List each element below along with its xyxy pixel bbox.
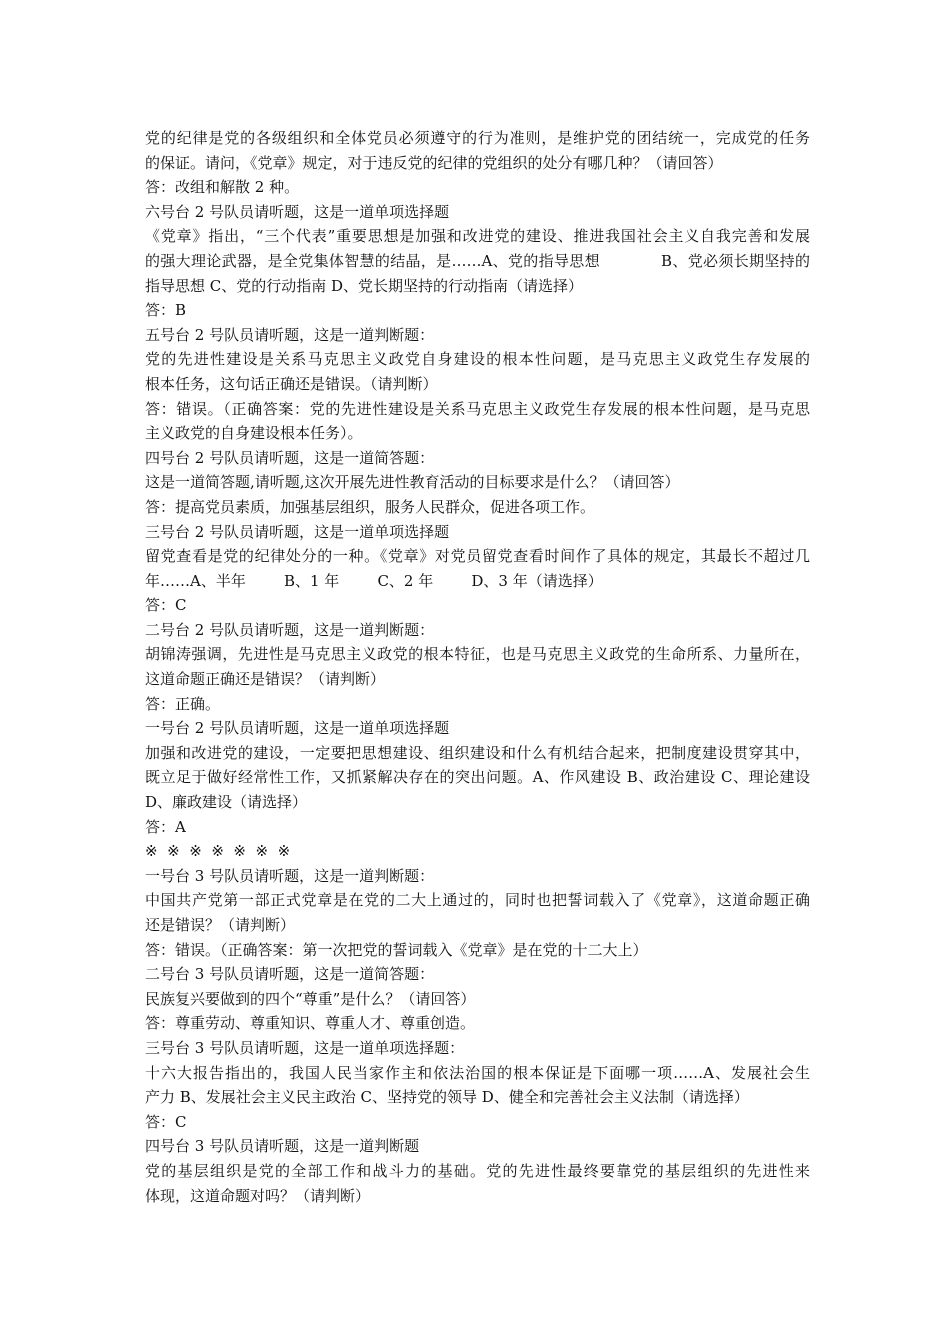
text-line: 六号台 2 号队员请听题，这是一道单项选择题 xyxy=(145,202,450,221)
text-line: ※ ※ ※ ※ ※ ※ ※ xyxy=(145,842,291,861)
text-line: 既立足于做好经常性工作，又抓紧解决存在的突出问题。A、作风建设 B、政治建设 C、理论建设 xyxy=(145,768,810,787)
text-line: 答：正确。 xyxy=(145,694,221,713)
text-line: 体现，这道命题对吗？（请判断） xyxy=(145,1186,371,1205)
text-line: 这道命题正确还是错误？（请判断） xyxy=(145,670,386,689)
text-line: 还是错误？（请判断） xyxy=(145,916,296,934)
text-line: 答：C xyxy=(145,596,187,615)
text-line: 加强和改进党的建设，一定要把思想建设、组织建设和什么有机结合起来，把制度建设贯穿其中， xyxy=(145,743,810,762)
text-line: 产力 B、发展社会主义民主政治 C、坚持党的领导 D、健全和完善社会主义法制（请选择） xyxy=(145,1088,749,1107)
document-body xyxy=(145,126,810,1208)
text-line: 五号台 2 号队员请听题，这是一道判断题： xyxy=(145,325,435,344)
text-line: 三号台 3 号队员请听题，这是一道单项选择题： xyxy=(145,1038,465,1057)
text-line: 《党章》指出，“三个代表”重要思想是加强和改进党的建设、推进我国社会主义自我完善和发展 xyxy=(145,227,810,246)
text-line: 答：A xyxy=(145,817,186,836)
text-line: 的保证。请问，《党章》规定，对于违反党的纪律的党组织的处分有哪几种？（请回答） xyxy=(145,153,723,172)
text-line: D、廉政建设（请选择） xyxy=(145,793,308,812)
text-line: 中国共产党第一部正式党章是在党的二大上通过的，同时也把誓词载入了《党章》，这道命题正确 xyxy=(145,891,810,910)
text-line: 留党查看是党的纪律处分的一种。《党章》对党员留党查看时间作了具体的规定，其最长不超过几 xyxy=(145,547,810,566)
text-line: 党的先进性建设是关系马克思主义政党自身建设的根本性问题，是马克思主义政党生存发展的 xyxy=(145,350,810,369)
text-line: 胡锦涛强调，先进性是马克思主义政党的根本特征，也是马克思主义政党的生命所系、力量所在， xyxy=(145,645,810,664)
text-line: 指导思想 C、党的行动指南 D、党长期坚持的行动指南（请选择） xyxy=(145,276,584,295)
text-line: 答：C xyxy=(145,1112,187,1131)
text-line: 十六大报告指出的，我国人民当家作主和依法治国的根本保证是下面哪一项……A、发展社会生 xyxy=(145,1063,810,1082)
text-line: 答：提高党员素质，加强基层组织，服务人民群众，促进各项工作。 xyxy=(145,497,596,516)
text-line: 答：尊重劳动、尊重知识、尊重人才、尊重创造。 xyxy=(145,1014,476,1033)
text-line: 四号台 3 号队员请听题，这是一道判断题 xyxy=(145,1137,420,1156)
text-line: 四号台 2 号队员请听题，这是一道简答题： xyxy=(145,448,435,467)
text-line: 党的纪律是党的各级组织和全体党员必须遵守的行为准则，是维护党的团结统一，完成党的任务 xyxy=(145,129,810,147)
text-line: 二号台 2 号队员请听题，这是一道判断题： xyxy=(145,620,435,639)
text-line: 三号台 2 号队员请听题，这是一道单项选择题 xyxy=(145,522,450,541)
text-line: 年……A、半年 B、1 年 C、2 年 D、3 年（请选择） xyxy=(145,571,603,590)
text-line: 答：改组和解散 2 种。 xyxy=(145,178,300,197)
text-line: 党的基层组织是党的全部工作和战斗力的基础。党的先进性最终要靠党的基层组织的先进性来 xyxy=(145,1161,810,1180)
text-line: 民族复兴要做到的四个“尊重”是什么？（请回答） xyxy=(145,989,476,1008)
text-line: 这是一道简答题,请听题,这次开展先进性教育活动的目标要求是什么？（请回答） xyxy=(145,473,680,492)
text-line: 根本任务，这句话正确还是错误。（请判断） xyxy=(145,374,438,393)
text-line: 的强大理论武器，是全党集体智慧的结晶，是……A、党的指导思想 B、党必须长期坚持的 xyxy=(145,251,810,270)
text-line: 答：B xyxy=(145,301,187,320)
text-line: 主义政党的自身建设根本任务）。 xyxy=(145,424,363,443)
text-line: 一号台 3 号队员请听题，这是一道判断题： xyxy=(145,866,435,885)
text-line: 答：错误。（正确答案：第一次把党的誓词载入《党章》是在党的十二大上） xyxy=(145,940,648,959)
text-line: 二号台 3 号队员请听题，这是一道简答题： xyxy=(145,965,435,984)
text-line: 答：错误。（正确答案：党的先进性建设是关系马克思主义政党生存发展的根本性问题，是马克思 xyxy=(145,399,810,418)
text-line: 一号台 2 号队员请听题，这是一道单项选择题 xyxy=(145,719,450,738)
